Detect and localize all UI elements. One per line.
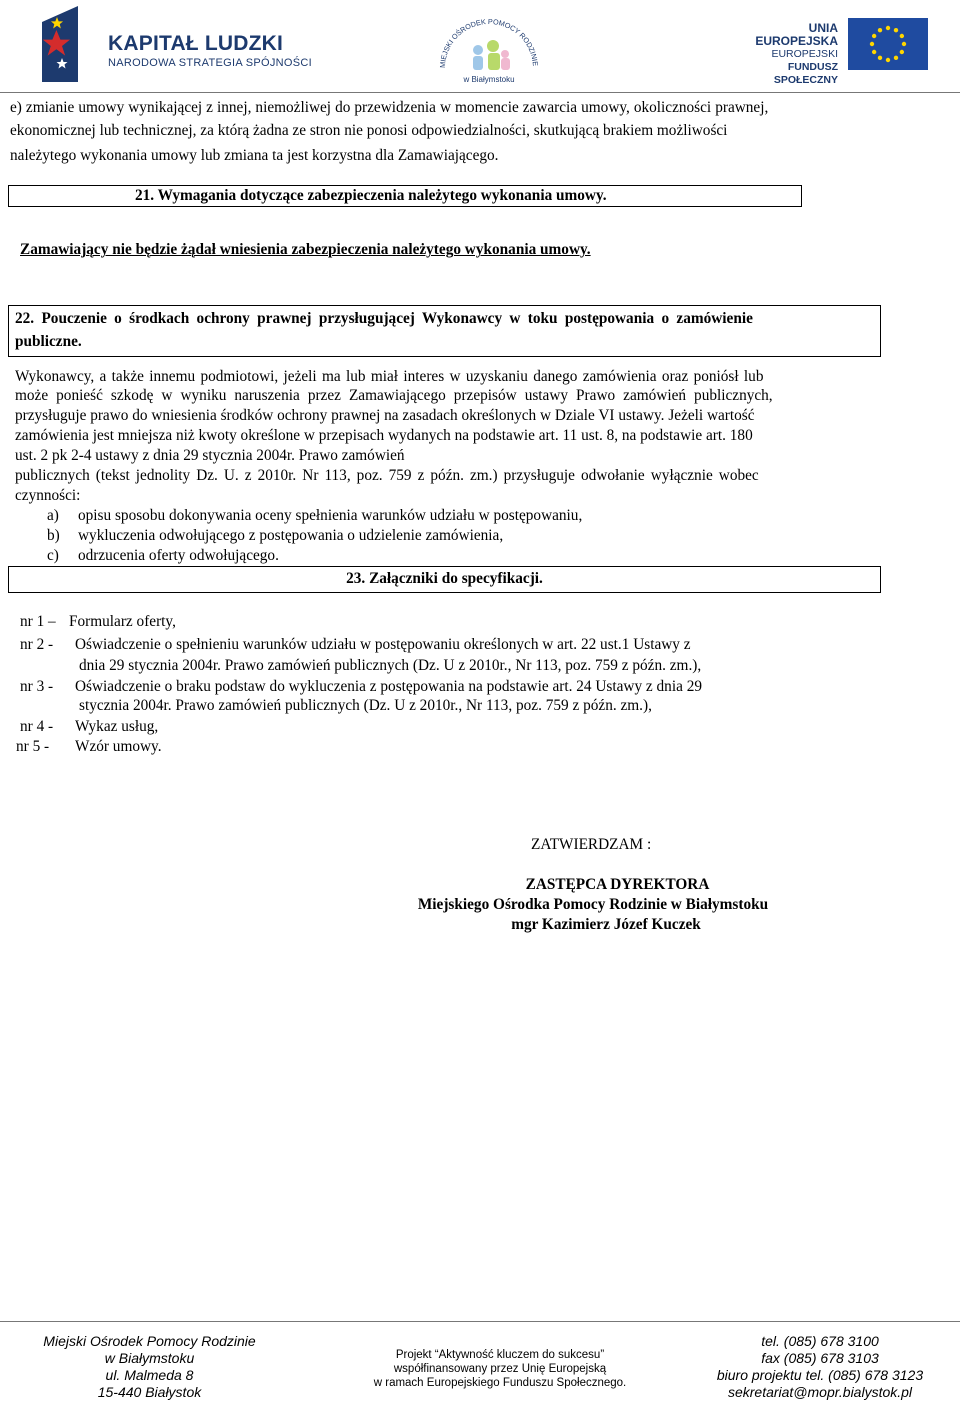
approval-name: mgr Kazimierz Józef Kuczek [511,916,701,933]
eu-star-icon [894,56,898,60]
section-22-item-c-text: odrzucenia oferty odwołującego. [78,547,279,564]
section-22-line-4: zamówienia jest mniejsza niż kwoty określone w przepisach wydanych na podstawie art. 11 ust. 8, na podstawie art. 180 [15,427,753,444]
eu-line-2: EUROPEJSKI [771,48,838,60]
footer-contact-tel: tel. (085) 678 3100 [761,1333,879,1349]
section-22-heading-line-1: 22. Pouczenie o środkach ochrony prawnej przysługującej Wykonawcy w toku postępowania o zamówienie [15,310,753,327]
section-21-heading: 21. Wymagania dotyczące zabezpieczenia należytego wykonania umowy. [135,187,607,204]
kapital-ludzki-logo [40,4,312,84]
section-22-line-5: ust. 2 pk 2-4 ustawy z dnia 29 stycznia 2004r. Prawo zamówień [15,447,405,464]
approval-role: ZASTĘPCA DYREKTORA [525,876,710,893]
eu-text-block [728,22,838,87]
section-22-item-b-text: wykluczenia odwołującego z postępowania o udzielenie zamówienia, [78,527,504,544]
approval-label: ZATWIERDZAM : [531,836,652,853]
footer-project-line-2: współfinansowany przez Unię Europejską [393,1363,607,1375]
eu-star-icon [872,34,876,38]
footer-project-line-3: w ramach Europejskiego Funduszu Społecznego. [373,1377,627,1389]
footer-address-line-2: w Białymstoku [104,1350,195,1366]
section-23-heading-box [8,566,881,593]
eu-star-icon [872,50,876,54]
attachment-1-text: Formularz oferty, [69,613,176,630]
kapital-ludzki-emblem-icon [40,4,80,84]
footer-contact [690,1333,950,1401]
section-21-heading-box [8,185,802,207]
attachment-3-text-line-1: Oświadczenie o braku podstaw do wykluczenia z postępowania na podstawie art. 24 Ustawy z dnia 29 [75,678,702,695]
section-22-item-c-marker: c) [47,547,59,564]
attachment-1-label: nr 1 – [20,613,56,630]
eu-star-icon [870,42,874,46]
mopr-arc-text: MIEJSKI OŚRODEK POMOCY RODZINIE [437,16,541,69]
mopr-logo [433,10,543,86]
footer-contact-email[interactable]: sekretariat@mopr.bialystok.pl [727,1384,913,1400]
attachment-3-label: nr 3 - [20,678,54,695]
attachment-2-text-line-2: dnia 29 stycznia 2004r. Prawo zamówień publicznych (Dz. U z 2010r., Nr 113, poz. 759 z późn. zm.), [79,657,702,674]
attachment-5-label: nr 5 - [16,738,50,755]
approval-org: Miejskiego Ośrodka Pomocy Rodzinie w Białymstoku [417,896,769,913]
attachment-2-label: nr 2 - [20,636,54,653]
eu-star-icon [900,34,904,38]
section-22-heading-box [8,305,881,357]
section-e-line-3: należytego wykonania umowy lub zmiana ta jest korzystna dla Zamawiającego. [10,147,499,164]
eu-star-icon [878,28,882,32]
section-e-line-1: e) zmianie umowy wynikającej z innej, niemożliwej do przewidzenia w momencie zawarcia umowy, okoliczności prawnej, [10,99,769,116]
eu-line-1: UNIA EUROPEJSKA [755,21,838,48]
eu-star-icon [900,50,904,54]
section-23-heading: 23. Załączniki do specyfikacji. [346,570,543,587]
section-22-line-1: Wykonawcy, a także innemu podmiotowi, jeżeli ma lub miał interes w uzyskaniu danego zamówienia oraz poniósł lub [15,368,764,385]
attachment-5-text: Wzór umowy. [75,738,162,755]
eu-star-icon [886,58,890,62]
section-22-item-a-marker: a) [47,507,59,524]
footer-address-line-4: 15-440 Białystok [97,1384,202,1400]
attachment-3-text-line-2: stycznia 2004r. Prawo zamówień publicznych (Dz. U z 2010r., Nr 113, poz. 759 z późn. zm.), [79,697,652,714]
footer-project-line-1: Projekt “Aktywność kluczem do sukcesu” [395,1349,605,1361]
mopr-emblem-icon [433,10,543,86]
kapital-ludzki-subtitle: NARODOWA STRATEGIA SPÓJNOŚCI [108,57,312,69]
attachment-4-label: nr 4 - [20,718,54,735]
section-22-item-a-text: opisu sposobu dokonywania oceny spełnienia warunków udziału w postępowaniu, [78,507,583,524]
footer-contact-fax: fax (085) 678 3103 [761,1350,879,1366]
section-e-line-2: ekonomicznej lub technicznej, za którą żadna ze stron nie ponosi odpowiedzialności, skutkującą brakiem możliwości [10,122,728,139]
footer-project [340,1348,660,1390]
footer-divider [0,1321,960,1322]
eu-star-icon [878,56,882,60]
section-22-item-b-marker: b) [47,527,60,544]
header-divider [0,92,960,93]
footer-address-line-1: Miejski Ośrodek Pomocy Rodzinie [43,1333,256,1349]
section-22-line-3: przysługuje prawo do wniesienia środków ochrony prawnej na zasadach określonych w Dziale VI ustawy. Jeżeli wartość [15,407,755,424]
kapital-ludzki-title: KAPITAŁ LUDZKI [108,32,284,55]
section-22-line-6: publicznych (tekst jednolity Dz. U. z 2010r. Nr 113, poz. 759 z późn. zm.) przysługuje odwołanie wyłącznie wobec [15,467,759,484]
footer-address [32,1333,267,1401]
eu-star-icon [902,42,906,46]
mopr-city: w Białymstoku [463,75,515,84]
eu-line-3: FUNDUSZ SPOŁECZNY [773,61,838,86]
section-22-line-7: czynności: [15,487,81,504]
eu-star-icon [894,28,898,32]
footer-contact-project-tel: biuro projektu tel. (085) 678 3123 [716,1367,924,1383]
eu-flag-icon [848,18,928,70]
footer-address-line-3: ul. Malmeda 8 [105,1367,194,1383]
attachment-2-text-line-1: Oświadczenie o spełnieniu warunków udziału w postępowaniu określonych w art. 22 ust.1 Ustawy z [75,636,691,653]
section-22-heading-line-2: publiczne. [15,333,82,350]
eu-star-icon [886,26,890,30]
attachment-4-text: Wykaz usług, [75,718,159,735]
section-22-line-2: może ponieść szkodę w wyniku naruszenia przez Zamawiającego przepisów ustawy Prawo zamówień publicznych, [15,387,773,404]
section-21-text: Zamawiający nie będzie żądał wniesienia zabezpieczenia należytego wykonania umowy. [20,241,591,258]
